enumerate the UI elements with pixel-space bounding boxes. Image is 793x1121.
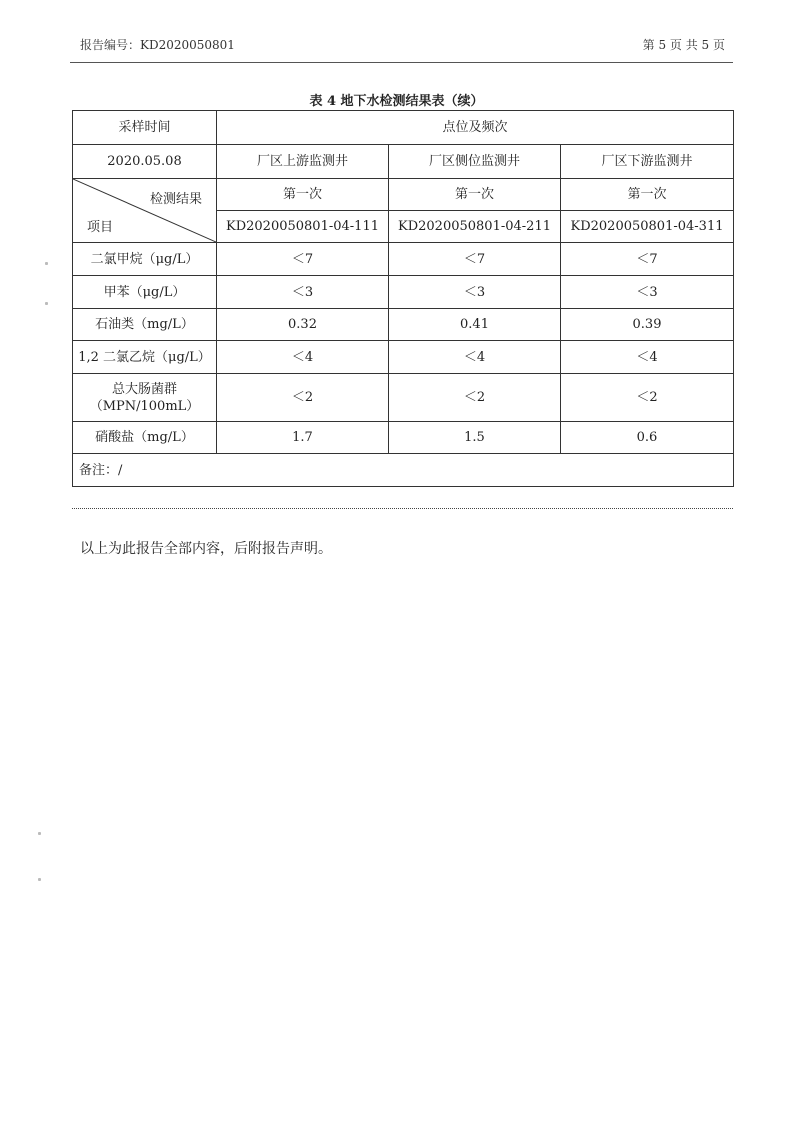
- scan-speck: [38, 878, 41, 881]
- closing-statement: 以上为此报告全部内容，后附报告声明。: [80, 541, 332, 557]
- table-row: [73, 341, 734, 374]
- sample-id-cell: KD2020050801-04-111: [217, 211, 389, 243]
- value-cell: ＜3: [217, 276, 389, 309]
- value-cell: ＜2: [217, 374, 389, 422]
- value-cell: ＜4: [561, 341, 734, 374]
- item-name-cell: 二氯甲烷（μg/L）: [73, 243, 217, 276]
- results-table: [72, 110, 734, 487]
- table-row: [73, 179, 734, 211]
- table-row: [73, 422, 734, 454]
- frequency-cell: 第一次: [389, 179, 561, 211]
- points-label: 点位及频次: [217, 111, 734, 145]
- sampling-time-label: 采样时间: [73, 111, 217, 145]
- item-name-cell: 硝酸盐（mg/L）: [73, 422, 217, 454]
- value-cell: 0.6: [561, 422, 734, 454]
- sample-id-cell: KD2020050801-04-211: [389, 211, 561, 243]
- value-cell: ＜7: [561, 243, 734, 276]
- sample-id-cell: KD2020050801-04-311: [561, 211, 734, 243]
- scan-speck: [45, 302, 48, 305]
- frequency-cell: 第一次: [561, 179, 734, 211]
- value-cell: ＜7: [217, 243, 389, 276]
- value-cell: ＜3: [389, 276, 561, 309]
- dotted-divider: [72, 508, 733, 509]
- diag-results-label: 检测结果: [149, 192, 202, 207]
- report-number: 报告编号：KD2020050801: [80, 38, 235, 52]
- table-row: [73, 145, 734, 179]
- page-info: 第 5 页 共 5 页: [642, 38, 725, 52]
- value-cell: ＜4: [389, 341, 561, 374]
- diagonal-header-cell: [73, 179, 217, 243]
- sampling-date: 2020.05.08: [73, 145, 217, 179]
- scan-speck: [38, 832, 41, 835]
- value-cell: 0.41: [389, 309, 561, 341]
- scan-speck: [45, 262, 48, 265]
- value-cell: 0.39: [561, 309, 734, 341]
- value-cell: ＜2: [389, 374, 561, 422]
- table-title: 表 4 地下水检测结果表（续）: [309, 94, 484, 109]
- item-name-cell: 石油类（mg/L）: [73, 309, 217, 341]
- table-row: [73, 374, 734, 422]
- table-row: [73, 454, 734, 487]
- item-name-cell: 甲苯（μg/L）: [73, 276, 217, 309]
- diag-item-label: 项目: [87, 220, 114, 235]
- value-cell: ＜3: [561, 276, 734, 309]
- location-header: 厂区上游监测井: [217, 145, 389, 179]
- location-header: 厂区下游监测井: [561, 145, 734, 179]
- frequency-cell: 第一次: [217, 179, 389, 211]
- value-cell: 1.7: [217, 422, 389, 454]
- table-row: [73, 243, 734, 276]
- table-row: [73, 276, 734, 309]
- value-cell: ＜4: [217, 341, 389, 374]
- item-name-cell: 1,2 二氯乙烷（μg/L）: [73, 341, 217, 374]
- item-name-cell: [73, 374, 217, 422]
- item-name-line: 总大肠菌群: [111, 381, 177, 397]
- table-row: [73, 309, 734, 341]
- remark-cell: 备注：/: [73, 454, 734, 487]
- value-cell: ＜7: [389, 243, 561, 276]
- value-cell: 0.32: [217, 309, 389, 341]
- item-unit-line: （MPN/100mL）: [89, 398, 200, 414]
- table-row: [73, 111, 734, 145]
- value-cell: 1.5: [389, 422, 561, 454]
- header-divider: [70, 62, 733, 63]
- value-cell: ＜2: [561, 374, 734, 422]
- location-header: 厂区侧位监测井: [389, 145, 561, 179]
